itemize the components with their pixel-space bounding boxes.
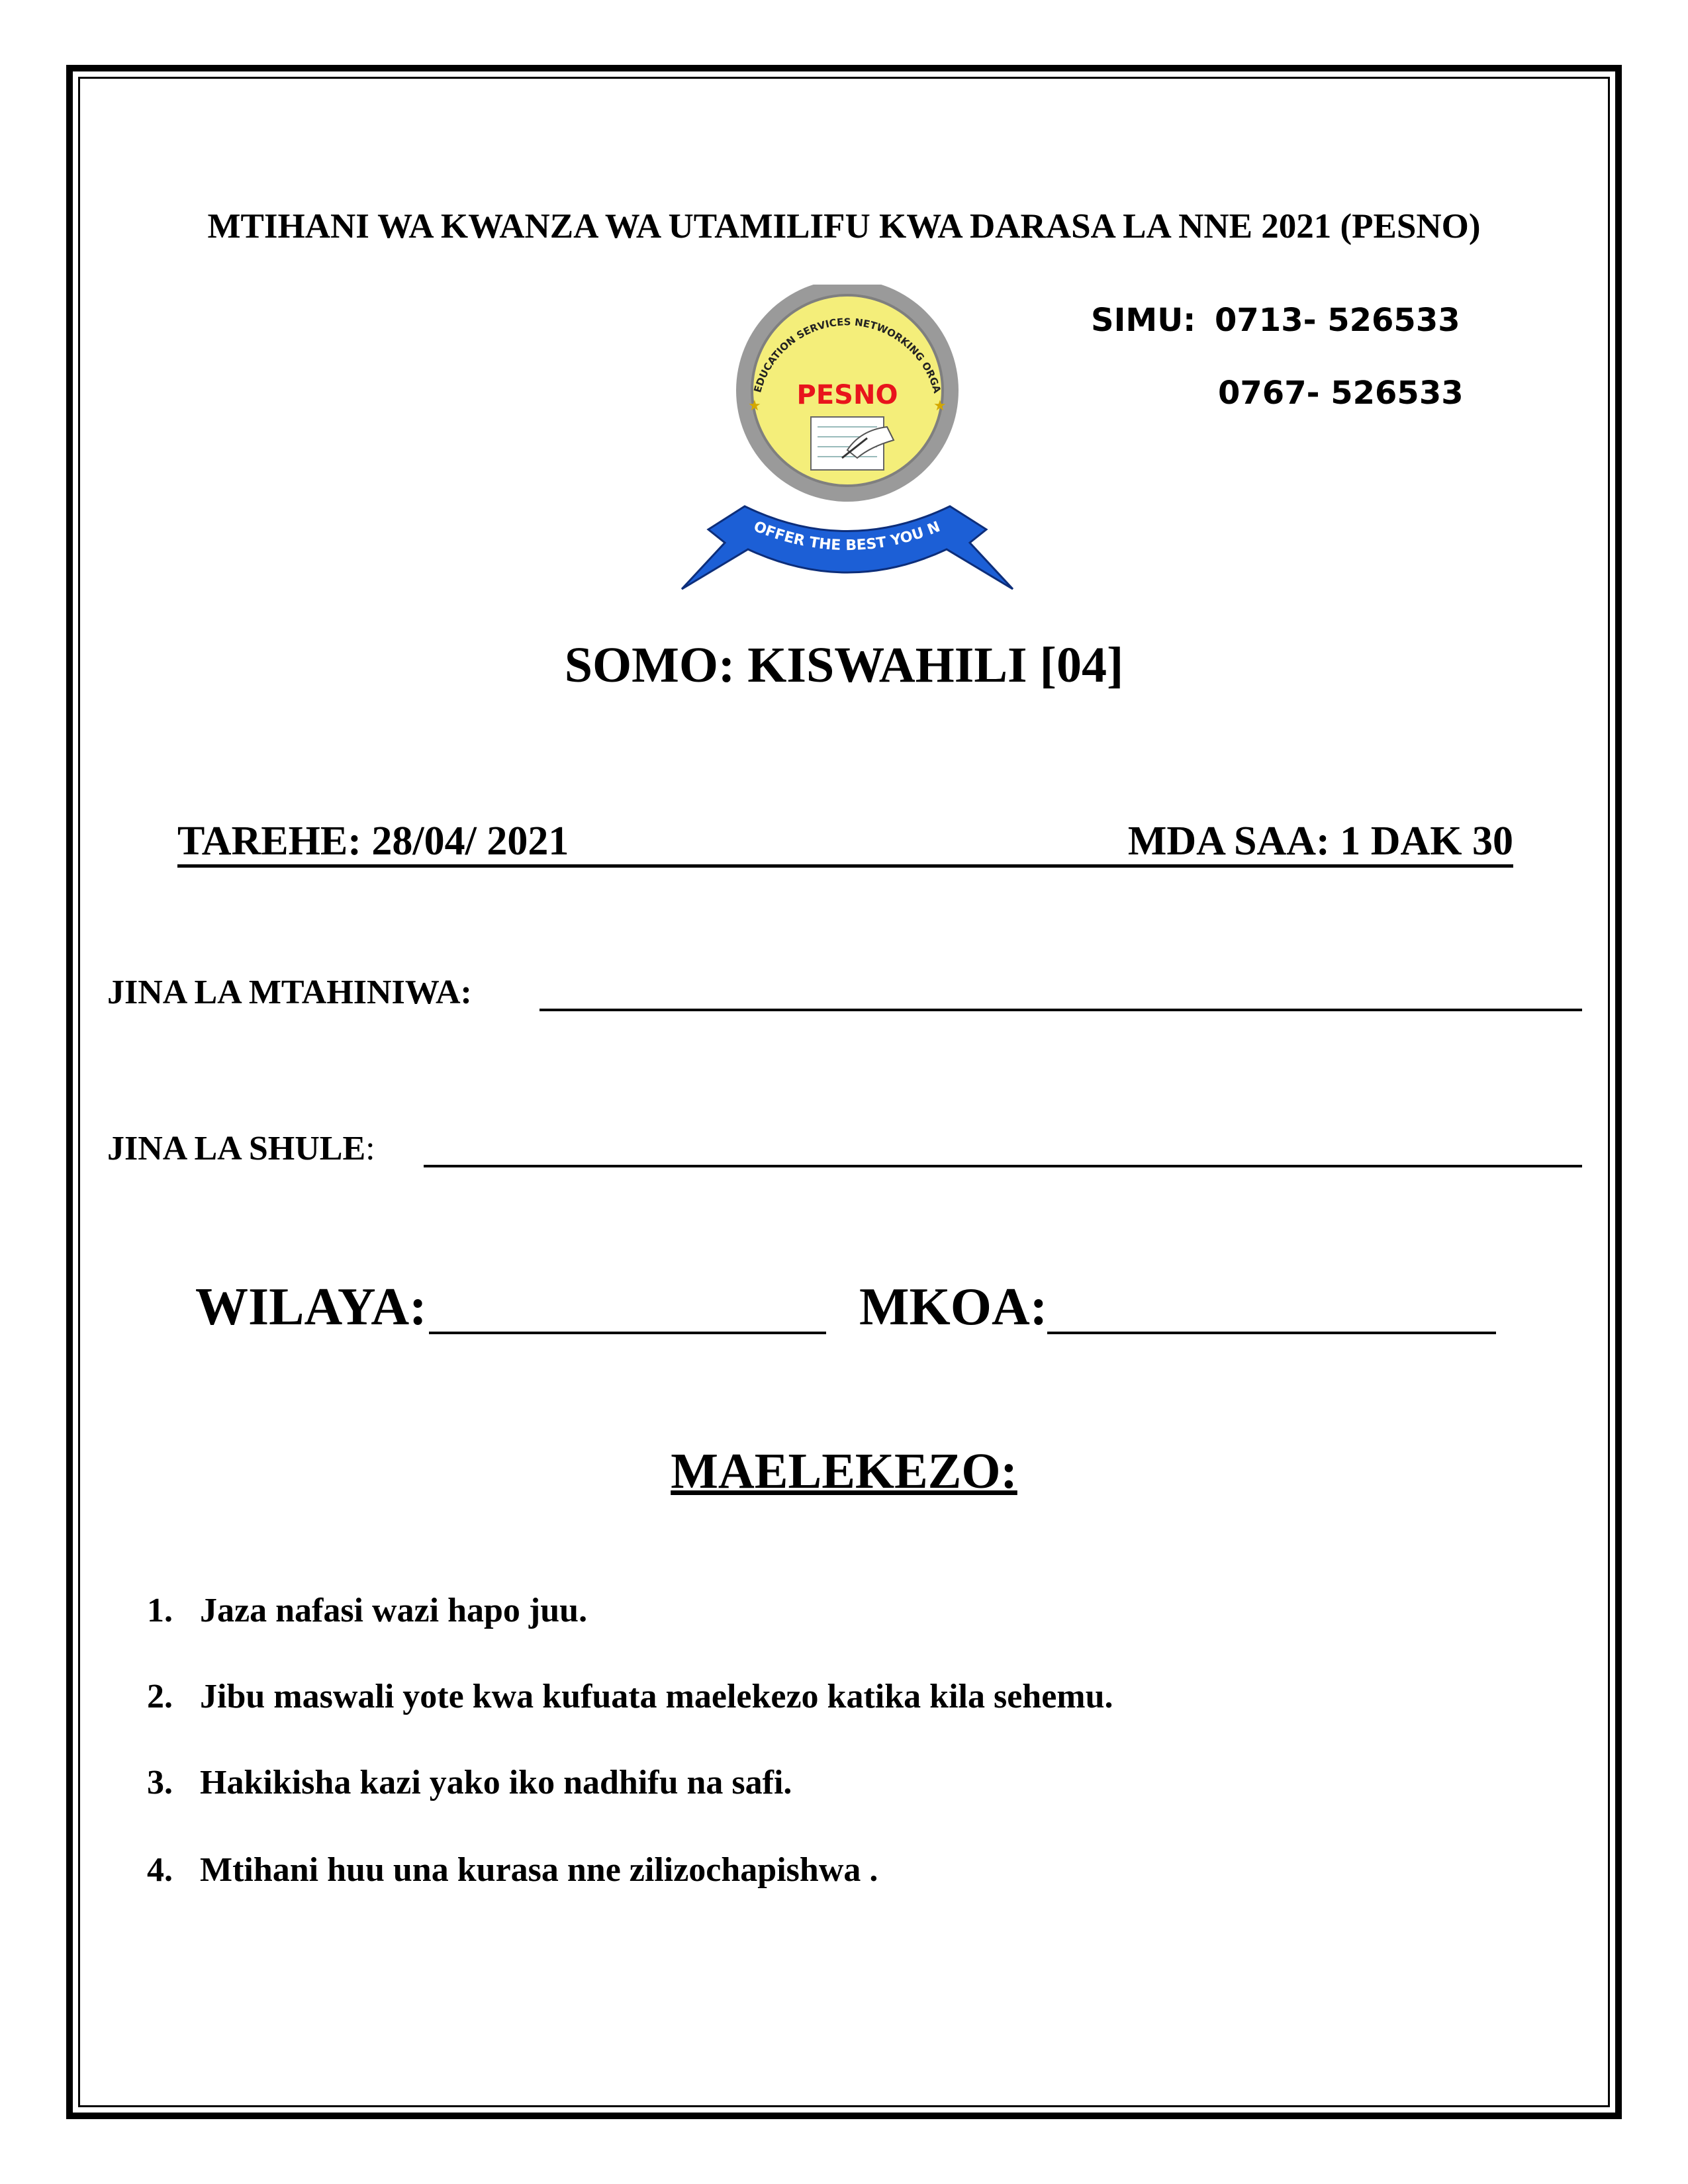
- logo-name: PESNO: [796, 380, 898, 410]
- region-label: MKOA:: [859, 1278, 1048, 1336]
- logo-ribbon-text: OFFER THE BEST YOU N: [751, 518, 943, 555]
- instruction-item: [147, 1850, 1471, 1897]
- exam-duration: MDA SAA: 1 DAK 30: [1127, 819, 1513, 864]
- logo-star-left-icon: ★: [748, 397, 761, 414]
- instruction-item: [147, 1677, 1471, 1723]
- subject-title: SOMO: KISWAHILI [04]: [564, 637, 1124, 693]
- pesno-logo-graphic: [669, 285, 1026, 602]
- district-label: WILAYA:: [195, 1278, 427, 1336]
- district-line[interactable]: [429, 1332, 826, 1334]
- candidate-name-line[interactable]: [539, 1009, 1582, 1011]
- instruction-text: Jaza nafasi wazi hapo juu.: [200, 1592, 588, 1629]
- phone-label: SIMU:: [1091, 302, 1196, 339]
- exam-date: TAREHE: 28/04/ 2021: [177, 819, 569, 864]
- paper-writing-icon: [811, 417, 894, 470]
- instruction-item: [147, 1591, 1471, 1637]
- candidate-name-label: JINA LA MTAHINIWA:: [107, 974, 472, 1011]
- school-name-label-text: JINA LA SHULE: [107, 1130, 366, 1167]
- phone-number-2: 0767- 526533: [1218, 375, 1464, 412]
- instruction-number: 2.: [147, 1678, 173, 1715]
- phone-number-1: 0713- 526533: [1215, 302, 1460, 339]
- logo-star-right-icon: ★: [933, 397, 947, 414]
- instruction-text: Hakikisha kazi yako iko nadhifu na safi.: [200, 1764, 792, 1801]
- logo-arc-text: EDUCATION SERVICES NETWORKING ORGA: [751, 316, 943, 395]
- region-line[interactable]: [1047, 1332, 1496, 1334]
- date-time-row: [177, 818, 1513, 868]
- instruction-item: [147, 1763, 1471, 1809]
- instructions-heading: MAELEKEZO:: [671, 1443, 1017, 1499]
- pesno-logo: [669, 285, 1026, 602]
- instruction-number: 4.: [147, 1851, 173, 1889]
- instruction-number: 3.: [147, 1764, 173, 1801]
- instruction-number: 1.: [147, 1592, 173, 1629]
- school-name-line[interactable]: [424, 1165, 1582, 1167]
- instruction-text: Jibu maswali yote kwa kufuata maelekezo katika kila sehemu.: [200, 1678, 1113, 1715]
- school-name-label: [107, 1129, 375, 1168]
- instruction-text: Mtihani huu una kurasa nne zilizochapishwa .: [200, 1851, 878, 1889]
- school-name-colon: :: [365, 1130, 375, 1167]
- exam-title: MTIHANI WA KWANZA WA UTAMILIFU KWA DARASA LA NNE 2021 (PESNO): [207, 207, 1481, 246]
